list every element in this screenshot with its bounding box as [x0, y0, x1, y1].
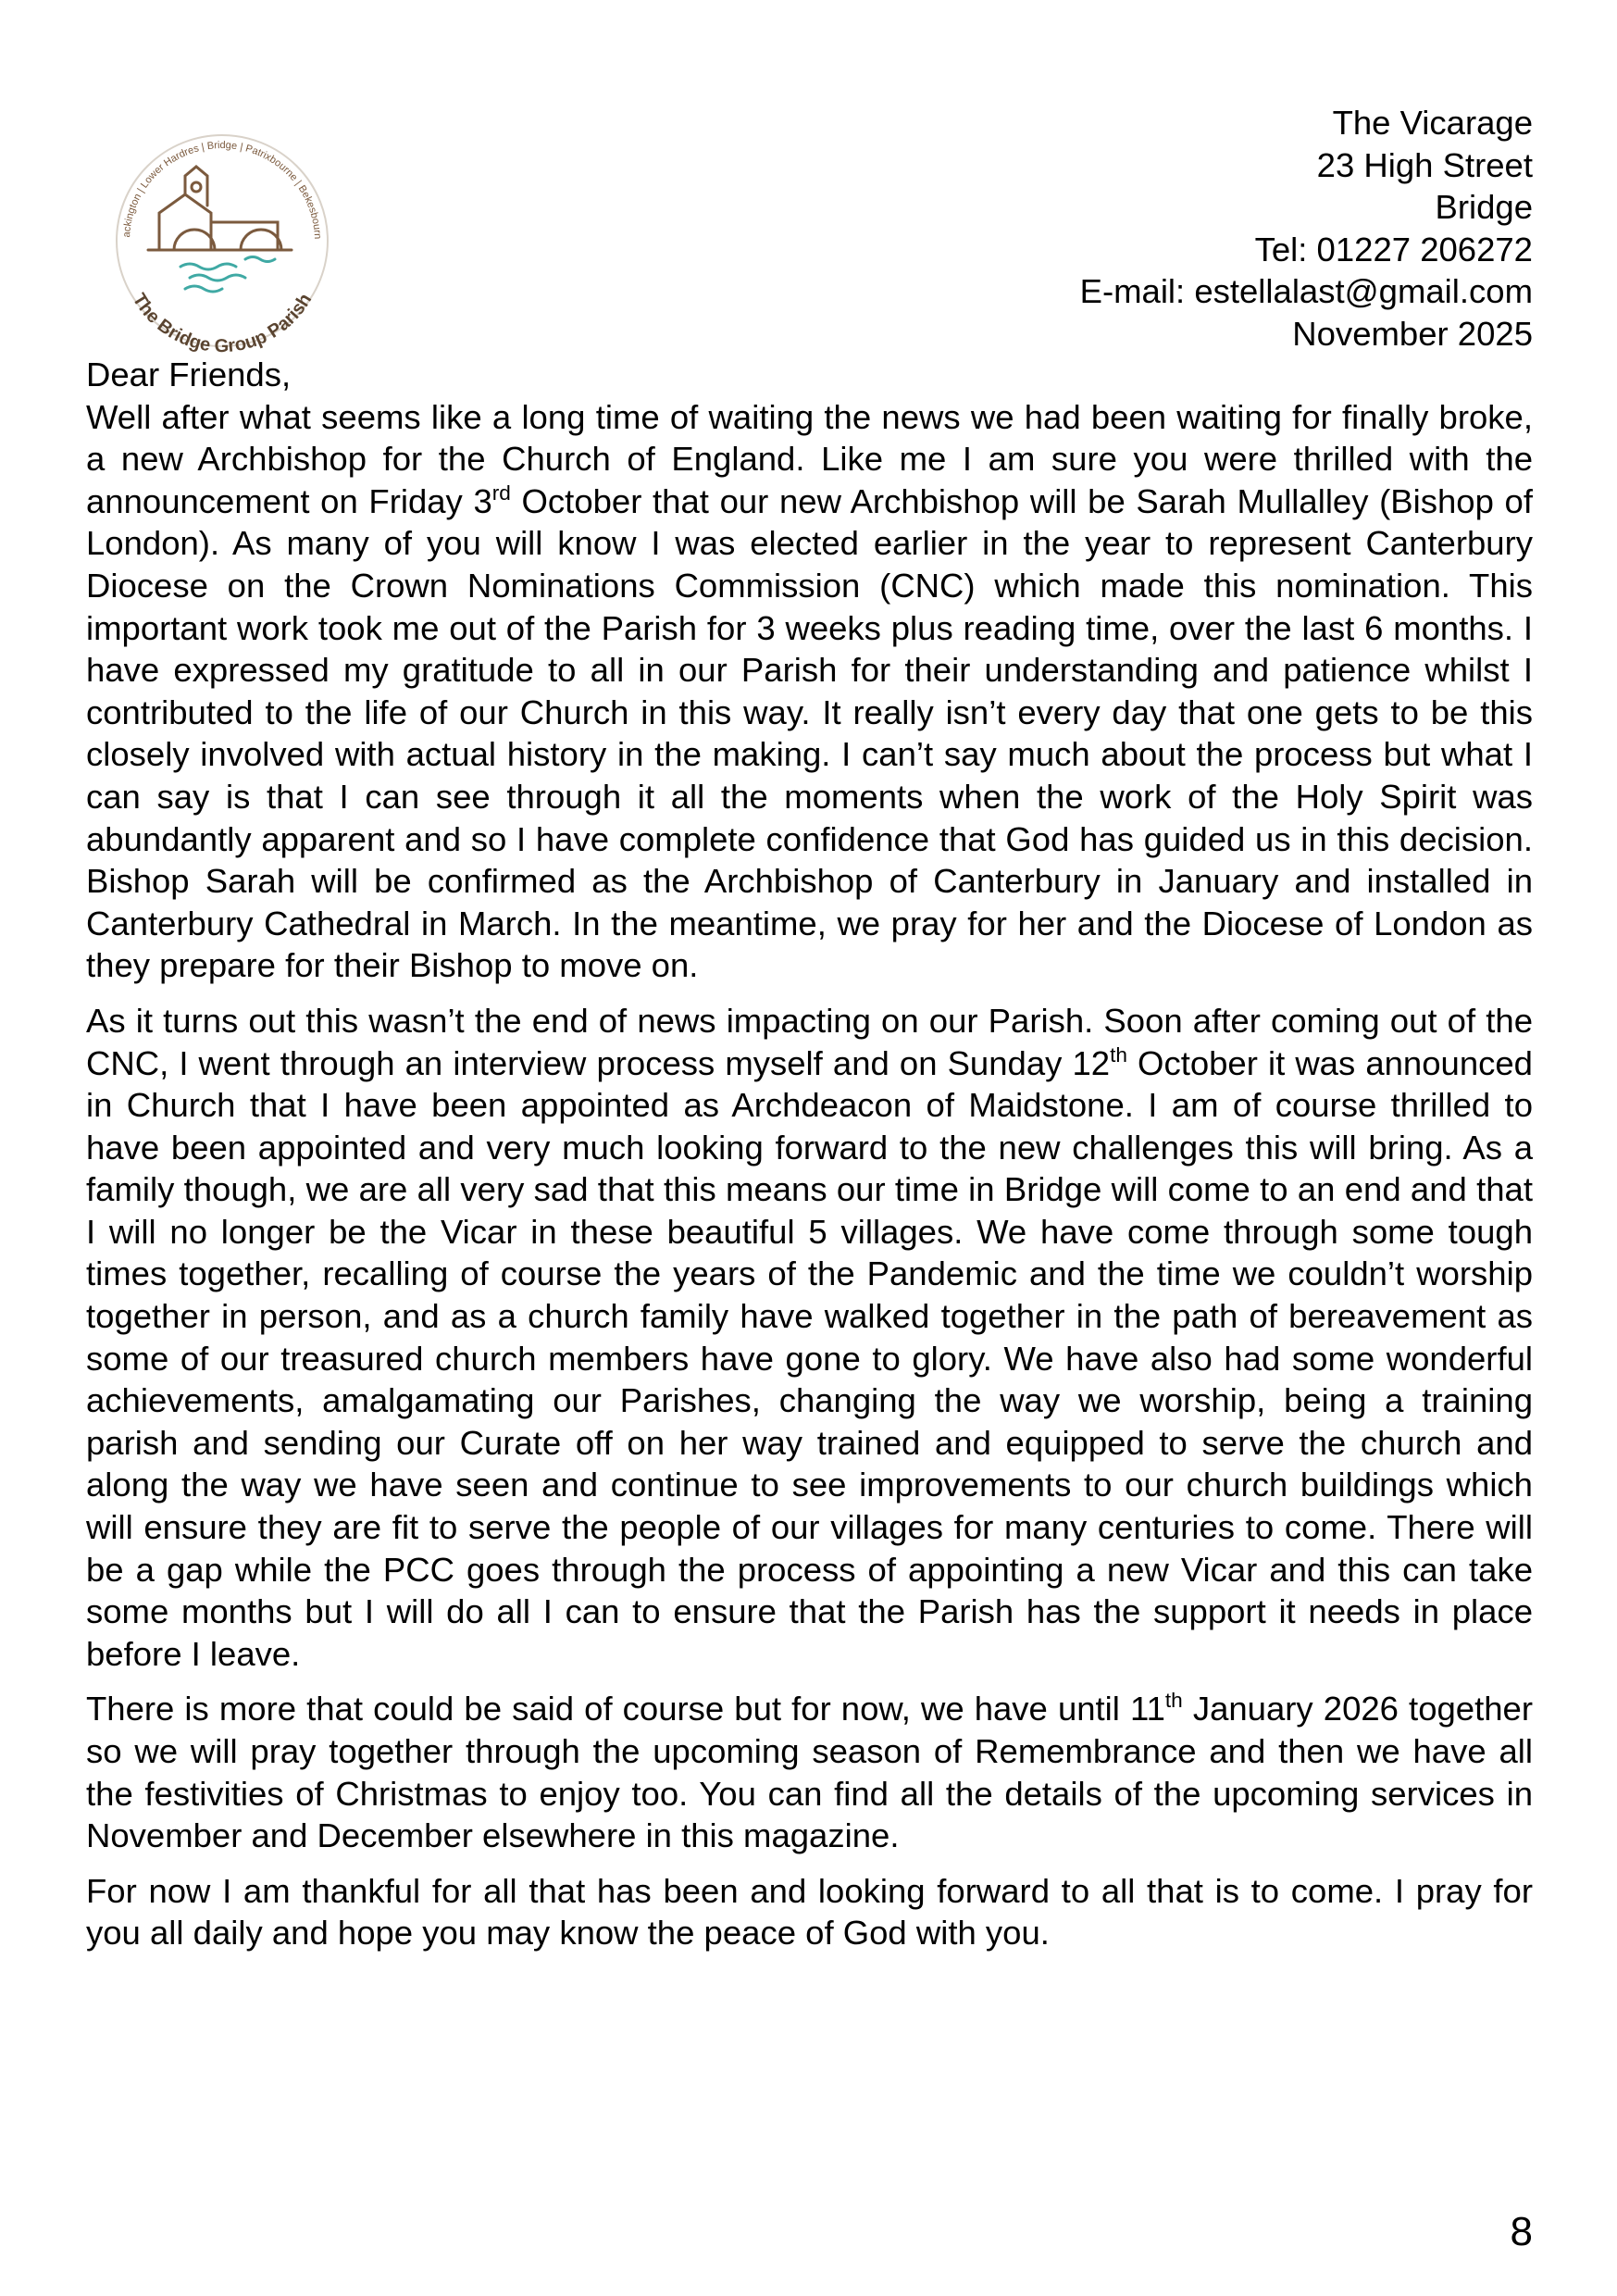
paragraph-1 — [86, 396, 1533, 987]
address-email: E-mail: estellalast@gmail.com — [1079, 272, 1533, 311]
paragraph-2-ordinal: th — [1110, 1042, 1127, 1067]
letter-date: November 2025 — [1292, 314, 1533, 353]
paragraph-3-ordinal: th — [1164, 1689, 1183, 1713]
paragraph-2 — [86, 1000, 1533, 1676]
address-line-3: Bridge — [1435, 188, 1533, 227]
church-icon — [148, 167, 292, 250]
parish-logo — [93, 111, 352, 370]
paragraph-3 — [86, 1688, 1533, 1856]
paragraph-2-text-b: October it was announced in Church that I have been appointed as Archdeacon of Maidstone. I am of course thrilled to have been appointed and very much looking forward to the new challenges this will bring. As a family though, we are all very sad that this means our time in Bridge will come to an end and that I will no longer be the Vicar in these beautiful 5 villages. We have come through some tough times together, recalling of course the years of the Pandemic and the time we couldn’t worship together in person, and as a church family have walked together in the path of bereavement as some of our treasured church members have gone to glory. We have also had some wonderful achievements, amalgamating our Parishes, changing the way we worship, being a training parish and sending our Curate off on her way trained and equipped to serve the church and along the way we have seen and continue to see improvements to our church buildings which will ensure they are fit to serve the people of our villages for many centuries to come. There will be a gap while the PCC goes through the process of appointing a new Vicar and this can take some months but I will do all I can to ensure that the Parish has the support it needs in place before I leave. — [86, 1043, 1533, 1673]
address-line-2: 23 High Street — [1316, 145, 1533, 184]
paragraph-3-text-a: There is more that could be said of course but for now, we have until 11 — [86, 1690, 1165, 1728]
logo-villages-text: ackington | Lower Hardres | Bridge | Patrixbourne | Bekesbourn — [121, 140, 324, 240]
parish-logo-emblem — [93, 111, 352, 370]
paragraph-1-ordinal: rd — [491, 480, 511, 505]
address-telephone: Tel: 01227 206272 — [1254, 230, 1533, 268]
letter-body — [86, 354, 1533, 1967]
river-icon — [180, 257, 275, 293]
paragraph-3-text-b: January 2026 together so we will pray together through the upcoming season of Remembrance and then we have all the festivities of Christmas to enjoy too. You can find all the details of the upcoming services in November and December elsewhere in this magazine. — [86, 1690, 1533, 1855]
paragraph-1-text-b: October that our new Archbishop will be Sarah Mullalley (Bishop of London). As many of you will know I was elected earlier in the year to represent Canterbury Diocese on the Crown Nominations Commission (CNC) which made this nomination. This important work took me out of the Parish for 3 weeks plus reading time, over the last 6 months. I have expressed my gratitude to all in our Parish for their understanding and patience whilst I contributed to the life of our Church in this way. It really isn’t every day that one gets to be this closely involved with actual history in the making. I can’t say much about the process but what I can say is that I can see through it all the moments when the work of the Holy Spirit was abundantly apparent and so I have complete confidence that God has guided us in this decision. Bishop Sarah will be confirmed as the Archbishop of Canterbury in January and installed in Canterbury Cathedral in March. In the meantime, we pray for her and the Diocese of London as they prepare for their Bishop to move on. — [86, 481, 1533, 985]
address-line-1: The Vicarage — [1332, 104, 1533, 142]
paragraph-1-text-a: Well after what seems like a long time of waiting the news we had been waiting for finally broke, a new Archbishop for the Church of England. Like me I am sure you were thrilled with the announcement on Friday 3 — [86, 397, 1533, 520]
page-number: 8 — [1510, 2209, 1533, 2254]
paragraph-4: For now I am thankful for all that has been and looking forward to all that is to come. I pray for you all daily and hope you may know the peace of God with you. — [86, 1871, 1533, 1953]
paragraph-2-text-a: As it turns out this wasn’t the end of news impacting on our Parish. Soon after coming out of the CNC, I went through an interview process myself and on Sunday 12 — [86, 1001, 1533, 1082]
logo-parish-name: The Bridge Group Parish — [128, 290, 317, 357]
salutation: Dear Friends, — [86, 356, 292, 393]
sender-address — [1080, 102, 1533, 356]
